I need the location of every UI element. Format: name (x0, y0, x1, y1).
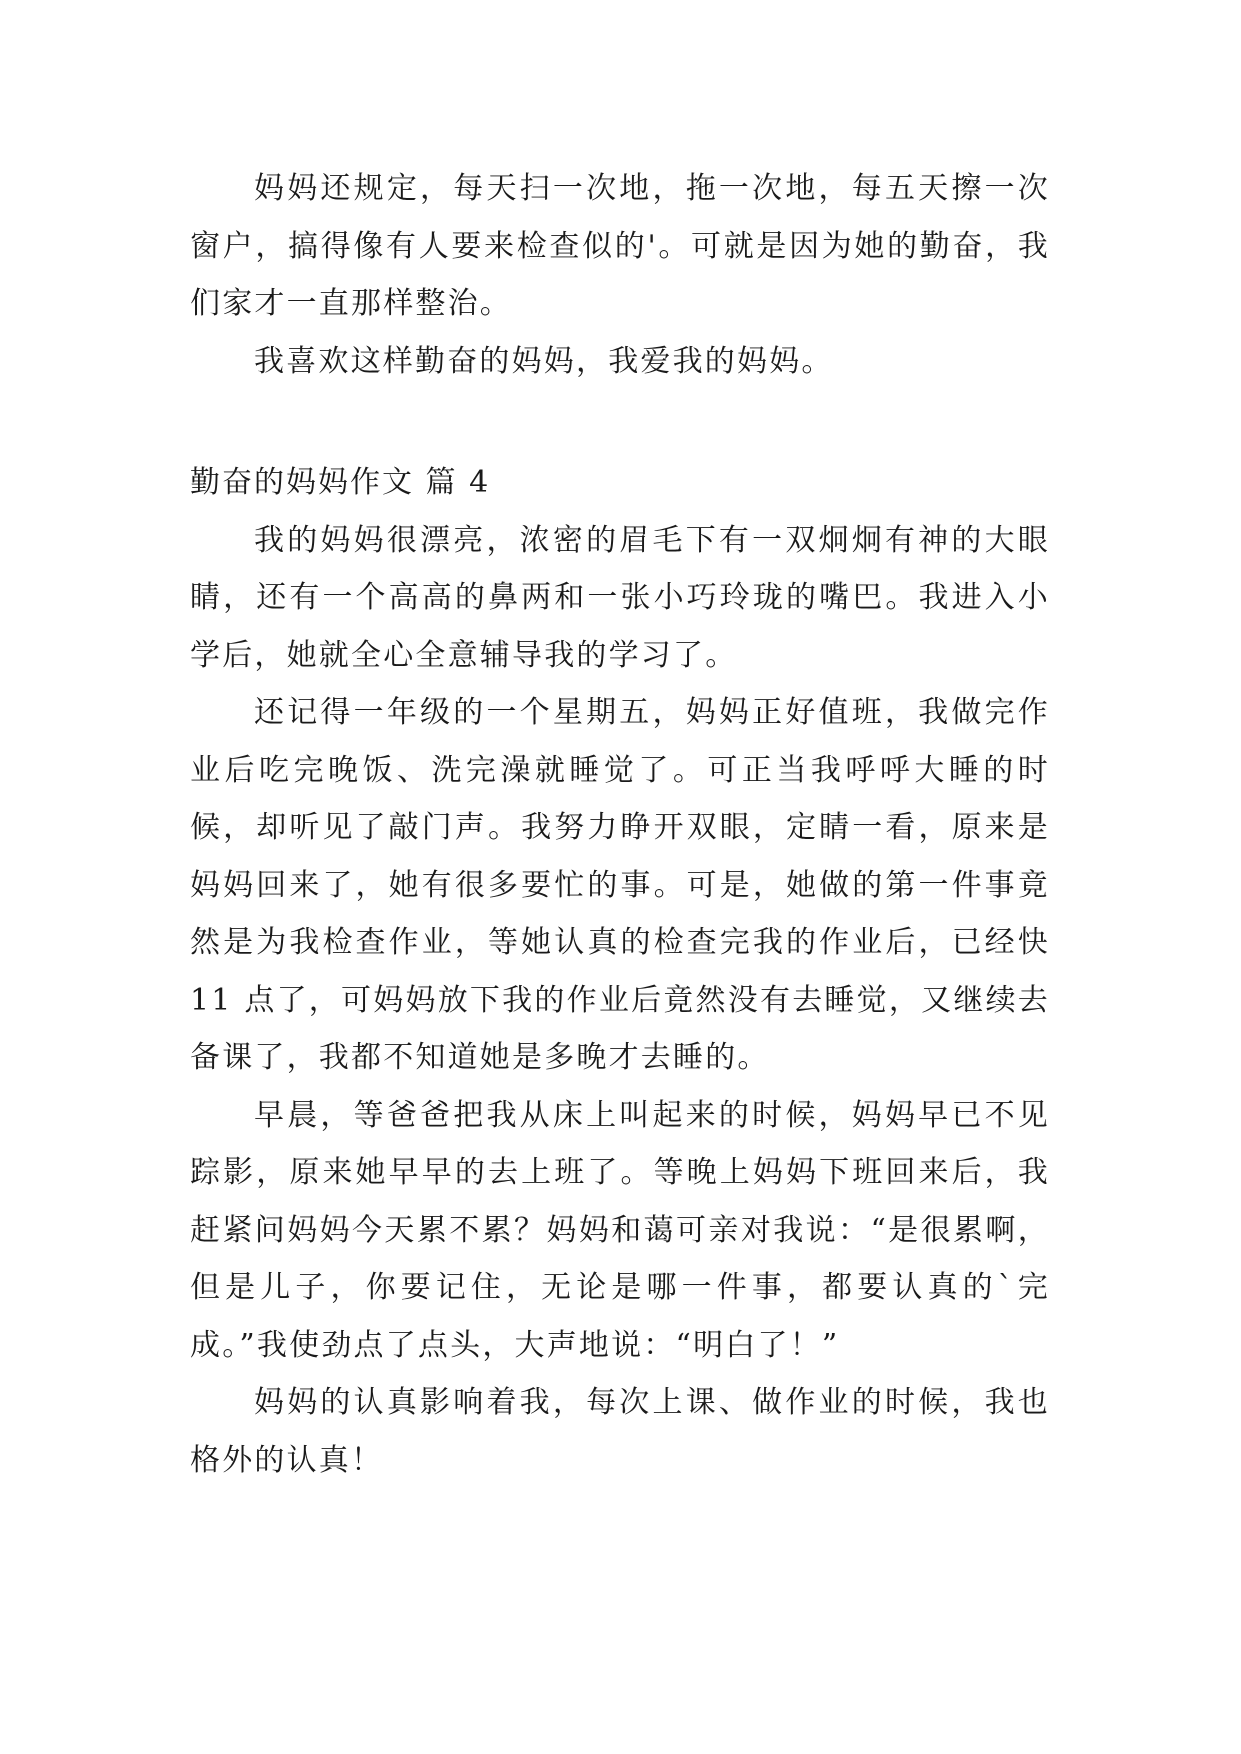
paragraph: 我喜欢这样勤奋的妈妈，我爱我的妈妈。 (254, 343, 834, 379)
document-page (190, 160, 1050, 1489)
section-heading: 勤奋的妈妈作文 篇 4 (190, 465, 491, 500)
section-top (190, 160, 1050, 390)
paragraph: 早晨，等爸爸把我从床上叫起来的时候，妈妈早已不见踪影，原来她早早的去上班了。等晚上妈妈下班回来后，我赶紧问妈妈今天累不累？妈妈和蔼可亲对我说：“是很累啊，但是儿子，你要记住，无论是哪一件事，都要认真的`完成。”我使劲点了点头，大声地说：“明白了！” (190, 1097, 1050, 1363)
section-4 (190, 454, 1050, 1489)
section-spacer (190, 390, 1050, 454)
paragraph: 还记得一年级的一个星期五，妈妈正好值班，我做完作业后吃完晚饭、洗完澡就睡觉了。可正当我呼呼大睡的时候，却听见了敲门声。我努力睁开双眼，定睛一看，原来是妈妈回来了，她有很多要忙的事。可是，她做的第一件事竟然是为我检查作业，等她认真的检查完我的作业后，已经快 11 点了，可妈妈放下我的作业后竟然没有去睡觉，又继续去备课了，我都不知道她是多晚才去睡的。 (190, 695, 1050, 1075)
paragraph: 妈妈的认真影响着我，每次上课、做作业的时候，我也格外的认真！ (190, 1385, 1050, 1478)
paragraph: 我的妈妈很漂亮，浓密的眉毛下有一双炯炯有神的大眼睛，还有一个高高的鼻两和一张小巧玲珑的嘴巴。我进入小学后，她就全心全意辅导我的学习了。 (190, 522, 1050, 673)
paragraph: 妈妈还规定，每天扫一次地，拖一次地，每五天擦一次窗户，搞得像有人要来检查似的'。可就是因为她的勤奋，我们家才一直那样整治。 (190, 171, 1050, 321)
